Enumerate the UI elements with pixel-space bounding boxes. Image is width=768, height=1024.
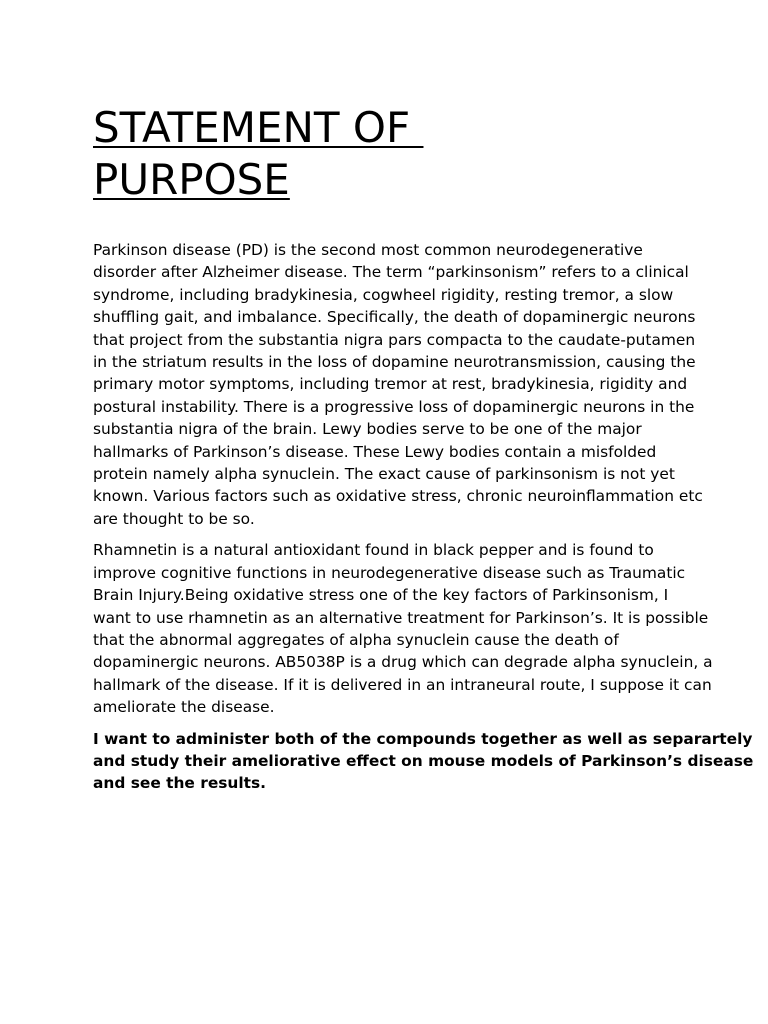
text-line: protein namely alpha synuclein. The exact cause of parkinsonism is not yet — [93, 465, 675, 484]
text-line: substantia nigra of the brain. Lewy bodies serve to be one of the major — [93, 420, 642, 439]
text-line: postural instability. There is a progressive loss of dopaminergic neurons in the — [93, 397, 695, 416]
title-line-2: PURPOSE — [93, 155, 290, 204]
text-line: syndrome, including bradykinesia, cogwheel rigidity, resting tremor, a slow — [93, 285, 674, 304]
text-line: that project from the substantia nigra pars compacta to the caudate-putamen — [93, 330, 696, 349]
text-line: are thought to be so. — [93, 509, 255, 528]
text-line: shuffling gait, and imbalance. Specifically, the death of dopaminergic neurons — [93, 308, 696, 327]
body-text — [93, 239, 754, 804]
text-line: Parkinson disease (PD) is the second most common neurodegenerative — [93, 241, 643, 259]
text-line: hallmarks of Parkinson’s disease. These Lewy bodies contain a misfolded — [93, 442, 657, 461]
text-line: I want to administer both of the compounds together as well as separartely — [93, 729, 753, 748]
text-line: in the striatum results in the loss of dopamine neurotransmission, causing the — [93, 353, 696, 372]
paragraph-plan-bold — [93, 728, 754, 795]
text-line: Brain Injury.Being oxidative stress one of the key factors of Parkinsonism, I — [93, 586, 669, 605]
page-title — [93, 102, 693, 206]
text-line: and see the results. — [93, 774, 267, 793]
text-line: primary motor symptoms, including tremor at rest, bradykinesia, rigidity and — [93, 375, 688, 394]
text-line: disorder after Alzheimer disease. The term “parkinsonism” refers to a clinical — [93, 263, 689, 282]
text-line: improve cognitive functions in neurodegenerative disease such as Traumatic — [93, 563, 686, 582]
title-line-1: STATEMENT OF — [93, 103, 424, 152]
text-line: and study their ameliorative effect on mouse models of Parkinson’s disease — [93, 751, 754, 770]
text-line: known. Various factors such as oxidative stress, chronic neuroinflammation etc — [93, 487, 703, 506]
text-line: want to use rhamnetin as an alternative treatment for Parkinson’s. It is possible — [93, 608, 709, 627]
text-line: hallmark of the disease. If it is delivered in an intraneural route, I suppose it can — [93, 675, 712, 694]
text-line: Rhamnetin is a natural antioxidant found in black pepper and is found to — [93, 541, 654, 560]
text-line: ameliorate the disease. — [93, 698, 275, 717]
paragraph-rhamnetin — [93, 539, 713, 718]
text-line: dopaminergic neurons. AB5038P is a drug which can degrade alpha synuclein, a — [93, 653, 713, 672]
text-line: that the abnormal aggregates of alpha synuclein cause the death of — [93, 630, 619, 649]
paragraph-pd-intro — [93, 239, 703, 530]
